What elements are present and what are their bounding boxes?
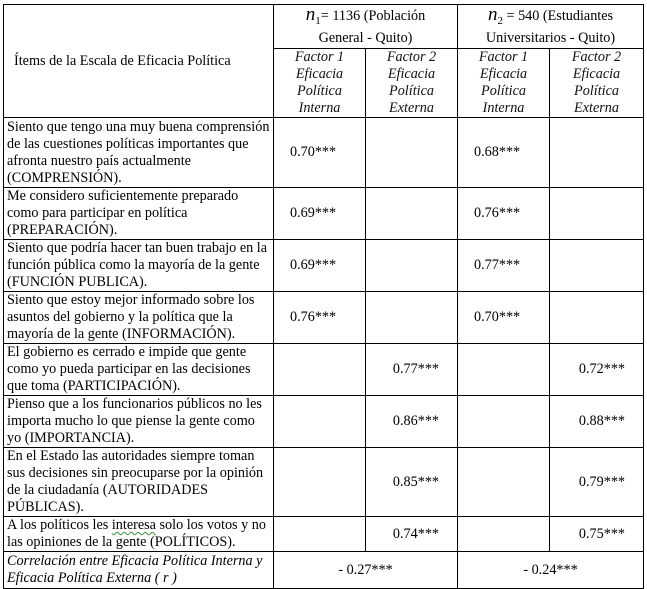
factor-loadings-table: [3, 4, 644, 589]
loading-g1-f1: 0.69***: [274, 188, 366, 240]
loading-g1-f2: [366, 240, 458, 292]
factor-name-3: Externa: [574, 100, 619, 116]
loading-g2-f1: 0.76***: [458, 188, 550, 240]
loading-g2-f2: [550, 118, 644, 188]
table-row-participacion: [4, 344, 644, 396]
item-text: [4, 517, 274, 552]
loading-g1-f2: [366, 118, 458, 188]
n-subscript: 1: [315, 15, 321, 27]
table-row-comprension: [4, 118, 644, 188]
factor-label: Factor 1: [294, 49, 345, 65]
loading-g2-f1: 0.68***: [458, 118, 550, 188]
loading-g2-f2: 0.79***: [550, 448, 644, 517]
n-symbol: n: [305, 4, 316, 25]
factor-label: Factor 2: [386, 49, 437, 65]
loading-g2-f1: 0.70***: [458, 292, 550, 344]
factor-header-g2-f2: [550, 49, 644, 118]
loading-g2-f1: [458, 344, 550, 396]
item-text: Pienso que a los funcionarios públicos no les importa mucho lo que piense la gente como yo (IMPORTANCIA).: [4, 396, 274, 448]
item-text-end: solo los votos y no las opiniones de la gente (POLÍTICOS).: [7, 517, 266, 550]
factor-name-2: Política: [389, 83, 434, 99]
loading-g2-f1: 0.77***: [458, 240, 550, 292]
loading-g2-f1: [458, 448, 550, 517]
factor-name-2: Política: [481, 83, 526, 99]
n-value: = 540 (Estudiantes: [502, 8, 614, 24]
correlation-g2: - 0.24***: [458, 552, 644, 589]
table-row-importancia: [4, 396, 644, 448]
item-text-start: A los políticos les: [7, 517, 112, 533]
factor-header-g1-f2: [366, 49, 458, 118]
loading-g1-f2: [366, 292, 458, 344]
item-text: Me considero suficientemente preparado como para participar en política (PREPARACIÓN).: [4, 188, 274, 240]
loading-g1-f1: [274, 344, 366, 396]
factor-label: Factor 2: [571, 49, 622, 65]
loading-g2-f2: 0.75***: [550, 517, 644, 552]
factor-label: Factor 1: [478, 49, 529, 65]
loading-g1-f1: [274, 396, 366, 448]
item-text: Siento que estoy mejor informado sobre los asuntos del gobierno y la política que la mayoría de la gente (INFORMACIÓN).: [4, 292, 274, 344]
n-subscript: 2: [497, 15, 503, 27]
factor-name-1: Eficacia: [387, 66, 436, 82]
group-description: General - Quito): [318, 30, 413, 46]
loading-g2-f2: [550, 292, 644, 344]
loading-g1-f1: 0.69***: [274, 240, 366, 292]
loading-g1-f1: [274, 517, 366, 552]
loading-g1-f2: [366, 188, 458, 240]
loading-g1-f2: 0.86***: [366, 396, 458, 448]
loading-g1-f2: 0.77***: [366, 344, 458, 396]
factor-name-1: Eficacia: [572, 66, 621, 82]
factor-name-1: Eficacia: [479, 66, 528, 82]
factor-name-1: Eficacia: [295, 66, 344, 82]
item-text: Siento que podría hacer tan buen trabajo en la función pública como la mayoría de la gente (FUNCIÓN PUBLICA).: [4, 240, 274, 292]
factor-name-3: Interna: [298, 100, 341, 116]
loading-g1-f2: 0.85***: [366, 448, 458, 517]
n-value: = 1136 (Población: [320, 8, 426, 24]
n-symbol: n: [487, 4, 498, 25]
factor-name-3: Interna: [482, 100, 525, 116]
table-row-preparacion: [4, 188, 644, 240]
loading-g2-f2: 0.88***: [550, 396, 644, 448]
group-description: Universitarios - Quito): [485, 30, 616, 46]
loading-g1-f1: 0.76***: [274, 292, 366, 344]
correlation-label: Correlación entre Eficacia Política Interna y Eficacia Política Externa ( r ): [4, 552, 274, 589]
loading-g1-f1: 0.70***: [274, 118, 366, 188]
table-row-correlation: [4, 552, 644, 589]
loading-g1-f1: [274, 448, 366, 517]
factor-header-g1-f1: [274, 49, 366, 118]
table-row-informacion: [4, 292, 644, 344]
item-text: En el Estado las autoridades siempre toman sus decisiones sin preocuparse por la opinión de la ciudadanía (AUTORIDADES PÚBLICAS).: [4, 448, 274, 517]
factor-name-2: Política: [574, 83, 619, 99]
factor-name-3: Externa: [389, 100, 434, 116]
loading-g1-f2: 0.74***: [366, 517, 458, 552]
correlation-g1: - 0.27***: [274, 552, 458, 589]
group-header-row: [4, 5, 644, 49]
group-header-general-population: [274, 5, 458, 49]
loading-g2-f1: [458, 517, 550, 552]
items-column-header: Ítems de la Escala de Eficacia Política: [4, 5, 274, 118]
factor-header-g2-f1: [458, 49, 550, 118]
group-header-university-students: [458, 5, 644, 49]
loading-g2-f2: [550, 188, 644, 240]
loading-g2-f2: 0.72***: [550, 344, 644, 396]
factor-name-2: Política: [297, 83, 342, 99]
table-row-autoridades-publicas: [4, 448, 644, 517]
item-text: Siento que tengo una muy buena comprensión de las cuestiones políticas importantes que afronta nuestro país actualmente (COMPRENSIÓN).: [4, 118, 274, 188]
loading-g2-f2: [550, 240, 644, 292]
loading-g2-f1: [458, 396, 550, 448]
table-row-funcion-publica: [4, 240, 644, 292]
spellcheck-underlined-word: interesa: [111, 517, 156, 533]
item-text: El gobierno es cerrado e impide que gente como yo pueda participar en las decisiones que toma (PARTICIPACIÓN).: [4, 344, 274, 396]
table-row-politicos: [4, 517, 644, 552]
